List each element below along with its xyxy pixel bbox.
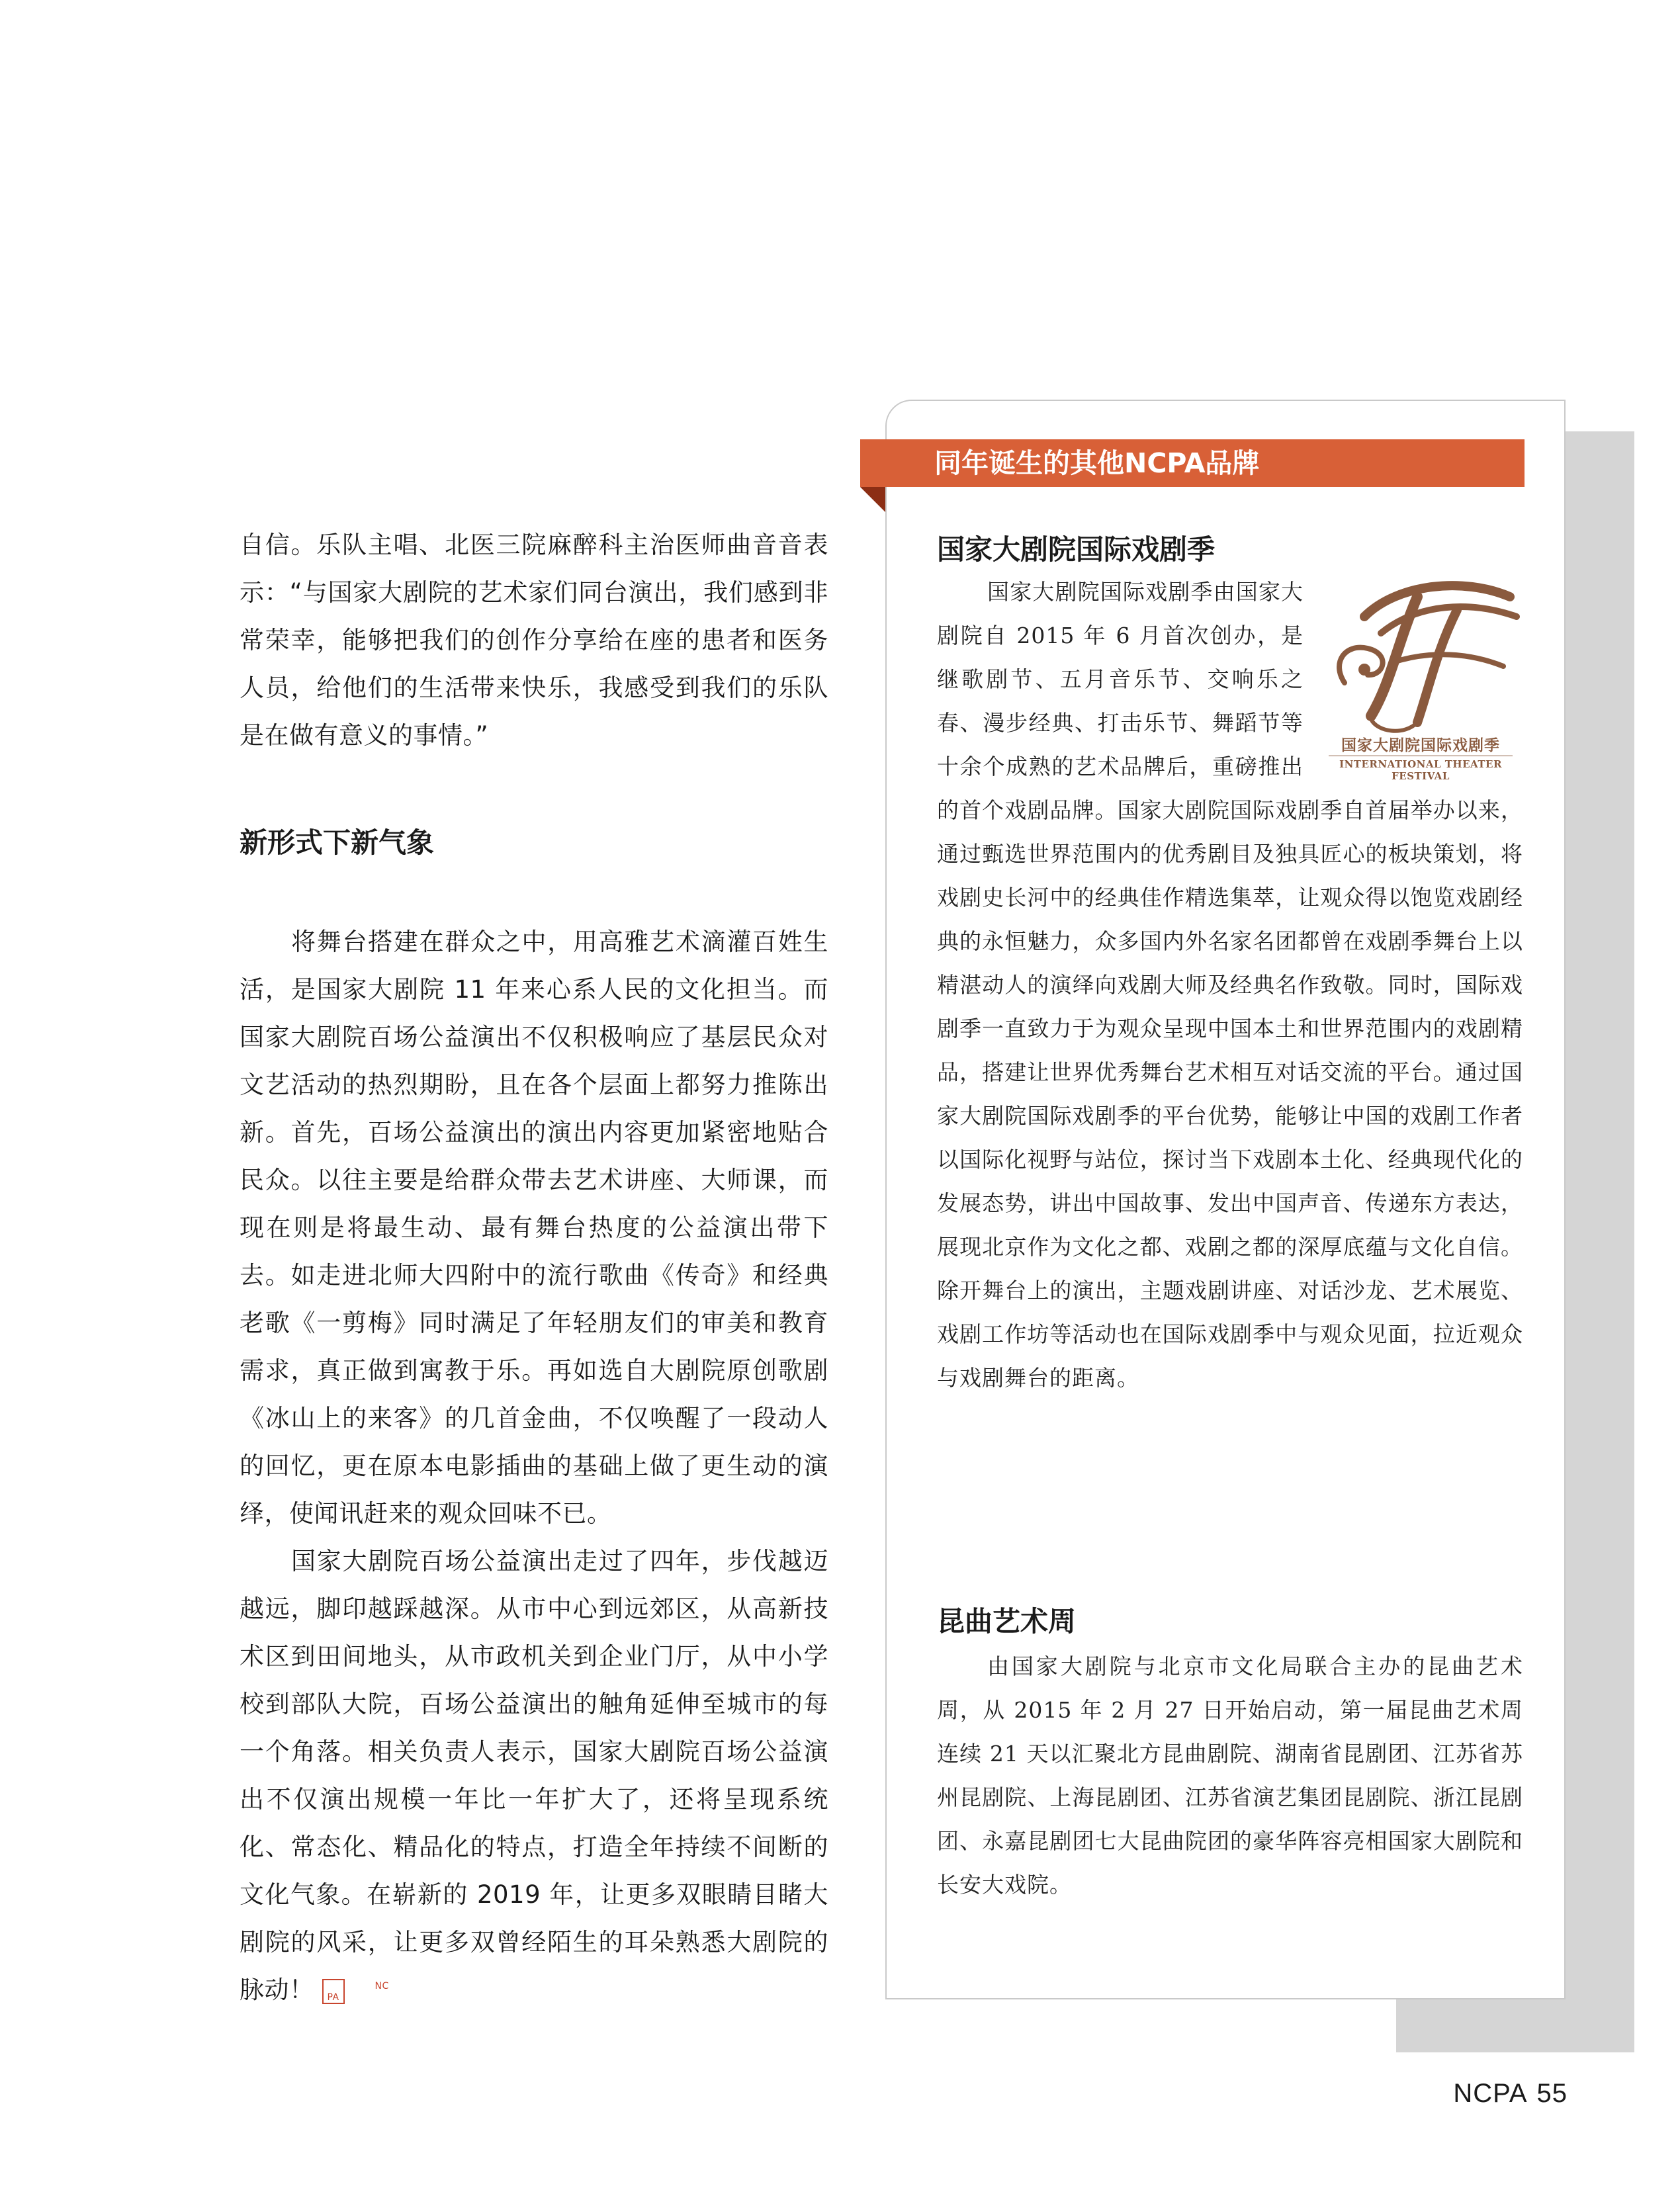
logo-title-en: INTERNATIONAL THEATER FESTIVAL [1339, 758, 1502, 782]
logo-title-cn: 国家大剧院国际戏剧季 [1341, 736, 1500, 754]
sidebar-heading-kunqu-week: 昆曲艺术周 [937, 1605, 1077, 1638]
sidebar-section-theater-festival [937, 570, 1523, 1400]
ncpa-end-mark-icon: NC PA [322, 1979, 345, 2004]
sidebar-section-kunqu-week [937, 1645, 1523, 1907]
section-heading: 新形式下新气象 [240, 826, 435, 859]
sidebar-heading-theater-festival: 国家大剧院国际戏剧季 [937, 533, 1216, 566]
page-number: 55 [1536, 2079, 1568, 2108]
theater-festival-logo [1318, 570, 1523, 782]
theater-festival-logo-icon [1318, 570, 1523, 736]
sidebar-paragraph: 国家大剧院国际戏剧季由国家大剧院自 2015 年 6 月首次创办，是继歌剧节、五月音乐节、交响乐之春、漫步经典、打击乐节、舞蹈节等十余个成熟的艺术品牌后，重磅推出的首个戏剧品牌。国家大剧院国际戏剧季自首届举办以来，通过甄选世界范围内的优秀剧目及独具匠心的板块策划，将戏剧史长河中的经典佳作精选集萃，让观众得以饱览戏剧经典的永恒魅力，众多国内外名家名团都曾在戏剧季舞台上以精湛动人的演绎向戏剧大师及经典名作致敬。同时，国际戏剧季一直致力于为观众呈现中国本土和世界范围内的戏剧精品，搭建让世界优秀舞台艺术相互对话交流的平台。通过国家大剧院国际戏剧季的平台优势，能够让中国的戏剧工作者以国际化视野与站位，探讨当下戏剧本土化、经典现代化的发展态势，讲出中国故事、发出中国声音、传递东方表达，展现北京作为文化之都、戏剧之都的深厚底蕴与文化自信。除开舞台上的演出，主题戏剧讲座、对话沙龙、艺术展览、戏剧工作坊等活动也在国际戏剧季中与观众见面，拉近观众与戏剧舞台的距离。 [937, 579, 1523, 1391]
article-paragraph: 将舞台搭建在群众之中，用高雅艺术滴灌百姓生活，是国家大剧院 11 年来心系人民的文化担当。而国家大剧院百场公益演出不仅积极响应了基层民众对文艺活动的热烈期盼，且在各个层面上都努力推陈出新。首先，百场公益演出的演出内容更加紧密地贴合民众。以往主要是给群众带去艺术讲座、大师课，而现在则是将最生动、最有舞台热度的公益演出带下去。如走进北师大四附中的流行歌曲《传奇》和经典老歌《一剪梅》同时满足了年轻朋友们的审美和教育需求，真正做到寓教于乐。再如选自大剧院原创歌剧《冰山上的来客》的几首金曲，不仅唤醒了一段动人的回忆，更在原本电影插曲的基础上做了更生动的演绎，使闻讯赶来的观众回味不已。 [240, 928, 828, 1528]
article-paragraph: 自信。乐队主唱、北医三院麻醉科主治医师曲音音表示：“与国家大剧院的艺术家们同台演出，我们感到非常荣幸，能够把我们的创作分享给在座的患者和医务人员，给他们的生活带来快乐，我感受到我们的乐队是在做有意义的事情。” [240, 531, 828, 750]
sidebar-paragraph: 由国家大剧院与北京市文化局联合主办的昆曲艺术周，从 2015 年 2 月 27 日开始启动，第一届昆曲艺术周连续 21 天以汇聚北方昆曲剧院、湖南省昆剧团、江苏省苏州昆剧院、上海昆剧团、江苏省演艺集团昆剧院、浙江昆剧团、永嘉昆剧团七大昆曲院团的豪华阵容亮相国家大剧院和长安大戏院。 [937, 1653, 1523, 1898]
main-article-column [240, 521, 828, 2014]
banner-fold [860, 487, 885, 512]
page-footer [1444, 2079, 1568, 2109]
footer-brand: NCPA [1453, 2079, 1528, 2108]
article-paragraph [240, 1538, 828, 2014]
sidebar-banner-title: 同年诞生的其他NCPA品牌 [934, 447, 1260, 479]
article-paragraph-text: 国家大剧院百场公益演出走过了四年，步伐越迈越远，脚印越踩越深。从市中心到远郊区，从高新技术区到田间地头，从市政机关到企业门厅，从中小学校到部队大院，百场公益演出的触角延伸至城市的每一个角落。相关负责人表示，国家大剧院百场公益演出不仅演出规模一年比一年扩大了，还将呈现系统化、常态化、精品化的特点，打造全年持续不间断的文化气象。在崭新的 2019 年，让更多双眼睛目睹大剧院的风采，让更多双曾经陌生的耳朵熟悉大剧院的脉动！ [240, 1547, 828, 2004]
